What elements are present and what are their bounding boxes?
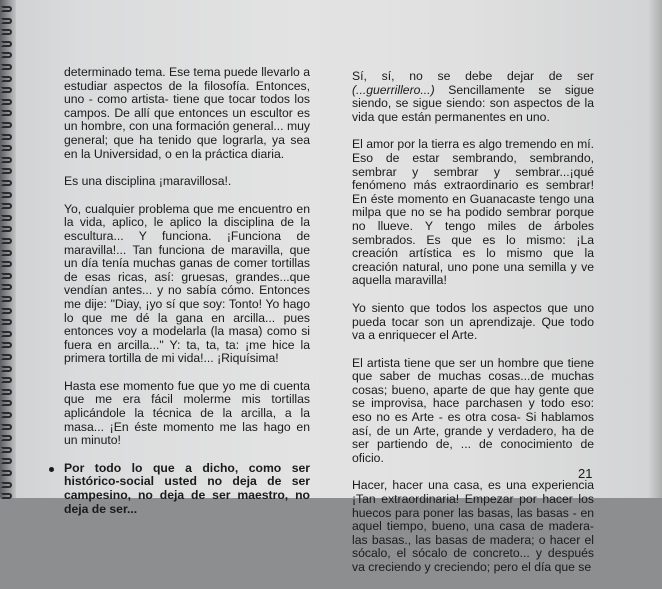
binding-ring-icon	[1, 41, 12, 47]
binding-ring-icon	[1, 342, 12, 348]
binding-ring-icon	[1, 226, 12, 232]
binding-ring-icon	[1, 470, 12, 476]
paragraph: Yo siento que todos los aspectos que uno pueda tocar son un aprendizaje. Que todo va a enriquecer el Arte.	[352, 300, 594, 343]
paragraph	[352, 70, 594, 124]
binding-ring-icon	[1, 192, 12, 198]
binding-ring-icon	[1, 64, 12, 70]
page-number: 21	[578, 466, 593, 481]
binding-ring-icon	[1, 52, 12, 58]
binding-ring-icon	[1, 250, 12, 256]
paragraph-italic: (...guerrillero...)	[352, 82, 435, 97]
paragraph: El amor por la tierra es algo tremendo en mí. Eso de estar sembrando, sembrando, sembrar y sembrar y sembrar...¡qué fenómeno más extraordinario es sembrar! En éste momento en Guanacaste tengo una milpa que no se ha podido sembrar porque no llueve. Y tengo miles de árboles sembrados. Es que es lo mismo: ¡La creación artística es lo mismo que la creación natural, uno pone una semilla y ve aquella maravilla!	[352, 137, 594, 288]
paragraph: Yo, cualquier problema que me encuentro en la vida, aplico, le aplico la disciplina de la escultura... Y funciona. ¡Funciona de maravilla!... Tan funciona de maravilla, que un día tenía muchas ganas de comer tortillas de esas ricas, así: gruesas, grandes...que vendían antes... y no sabía cómo. Entonces me dije: "Diay, ¡yo sí que soy: Tonto! Yo hago lo que me dé la gana en arcilla... pues entonces voy a modelarla (la masa) como si fuera en arcilla..." Y: ta, ta, ta: ¡me hice la primera tortilla de mi vida!... ¡Riquísima!	[64, 201, 310, 366]
binding-ring-icon	[1, 412, 12, 418]
binding-ring-icon	[1, 482, 12, 488]
binding-ring-icon	[1, 458, 12, 464]
paragraph-lead: Sí, sí, no se debe dejar de ser	[352, 69, 594, 83]
binding-ring-icon	[1, 122, 12, 128]
binding-ring-icon	[1, 6, 12, 12]
binding-ring-icon	[1, 87, 12, 93]
binding-ring-icon	[1, 308, 12, 314]
right-column	[352, 70, 594, 589]
binding-ring-icon	[1, 215, 12, 221]
binding-ring-icon	[1, 29, 12, 35]
binding-ring-icon	[1, 110, 12, 116]
binding-ring-icon	[1, 203, 12, 209]
binding-ring-icon	[1, 99, 12, 105]
binding-ring-icon	[1, 261, 12, 267]
binding-ring-icon	[1, 180, 12, 186]
paragraph: El artista tiene que ser un hombre que tiene que saber de muchas cosas...de muchas cosas; bueno, aparte de que hay gente que se improvisa, hace parchasen y todo eso: eso no es Arte - es otra cosa- Si hablamos así, de un Arte, grande y verdadero, ha de ser partiendo de, ... de conocimiento de oficio.	[352, 355, 594, 465]
binding-ring-icon	[1, 134, 12, 140]
bullet-icon	[49, 467, 54, 472]
binding-ring-icon	[1, 493, 12, 499]
binding-ring-icon	[1, 366, 12, 372]
binding-ring-icon	[1, 400, 12, 406]
spiral-binding	[0, 0, 16, 498]
binding-ring-icon	[1, 354, 12, 360]
binding-ring-icon	[1, 157, 12, 163]
binding-ring-icon	[1, 76, 12, 82]
binding-ring-icon	[1, 238, 12, 244]
paragraph: Hacer, hacer una casa, es una experiencia ¡Tan extraordinaria! Empezar por hacer los huecos para poner las basas, las basas - en aquel tiempo, bueno, una casa de madera- las basas., las basas de madera; o hacer el sócalo, el sócalo de concreto... y después va creciendo y creciendo; pero el día que se	[352, 478, 594, 574]
binding-ring-icon	[1, 296, 12, 302]
binding-ring-icon	[1, 145, 12, 151]
binding-ring-icon	[1, 435, 12, 441]
paragraph: Es una disciplina ¡maravillosa!.	[64, 174, 232, 189]
binding-ring-icon	[1, 331, 12, 337]
binding-ring-icon	[1, 18, 12, 24]
paragraph-rest: Sencillamente se sigue siendo, se sigue siendo: son aspectos de la vida que están permanentes en uno.	[352, 82, 594, 124]
question-text: Por todo lo que a dicho, como ser histórico-social usted no deja de ser campesino, no deja de ser maestro, no deja de ser...	[64, 460, 310, 516]
binding-ring-icon	[1, 284, 12, 290]
binding-ring-icon	[1, 389, 12, 395]
paragraph: Hasta ese momento fue que yo me di cuenta que me era fácil molerme mis tortillas aplicándole la técnica de la arcilla, a la masa... ¡En éste momento me las hago en un minuto!	[64, 378, 310, 448]
binding-ring-icon	[1, 273, 12, 279]
binding-ring-icon	[1, 168, 12, 174]
binding-ring-icon	[1, 319, 12, 325]
binding-ring-icon	[1, 447, 12, 453]
paragraph: determinado tema. Ese tema puede llevarlo a estudiar aspectos de la filosofía. Entonces, uno - como artista- tiene que tocar todos los campos. De allí que entonces un escultor es un hombre, con una formación general... muy general; que ha tenido que lograrla, ya sea en la Universidad, o en la práctica diaria.	[64, 65, 310, 161]
page-edge-shadow	[648, 0, 662, 498]
bullet-question	[64, 462, 310, 516]
left-column	[64, 66, 310, 530]
binding-ring-icon	[1, 377, 12, 383]
binding-ring-icon	[1, 424, 12, 430]
